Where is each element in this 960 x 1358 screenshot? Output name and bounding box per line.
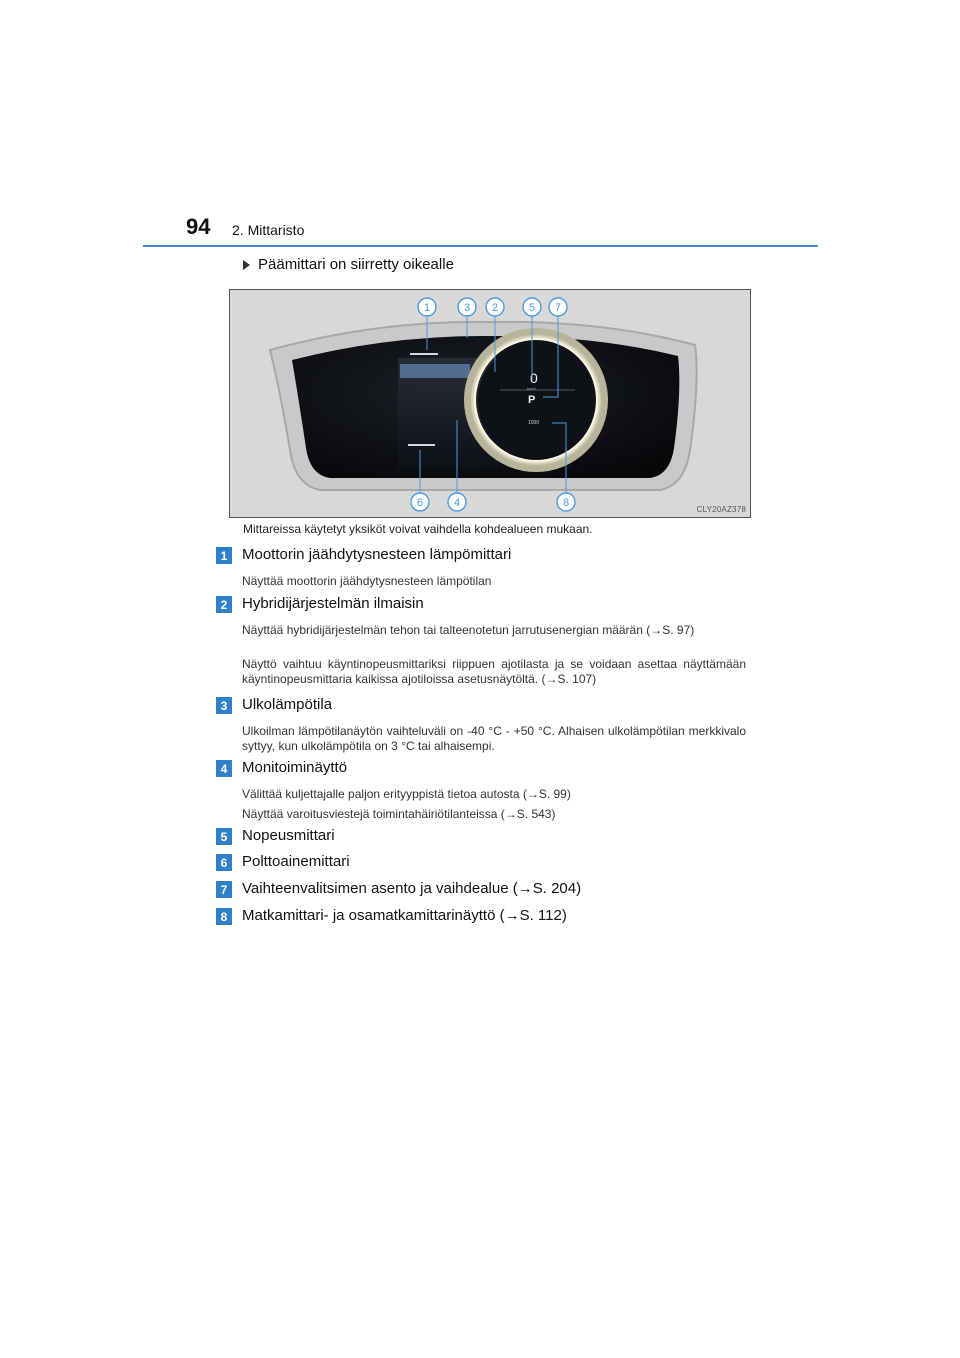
callout-2 <box>486 298 504 316</box>
item-title: Matkamittari- ja osamatkamittarinäyttö (→S. 112) <box>242 907 567 924</box>
item-number-badge: 7 <box>216 881 232 898</box>
figure-caption: Mittareissa käytetyt yksiköt voivat vaihdella kohdealueen mukaan. <box>243 522 593 536</box>
item-description: Näyttö vaihtuu käyntinopeusmittariksi riippuen ajotilasta ja se voidaan asettaa näyttämään käyntinopeusmittaria kaikissa ajotiloissa asetusnäytöltä. (→S. 107) <box>242 657 746 686</box>
gauge-gear: P <box>528 394 536 406</box>
instrument-cluster-figure <box>229 289 751 518</box>
item-title: Hybridijärjestelmän ilmaisin <box>242 595 424 612</box>
svg-text:2: 2 <box>491 302 499 314</box>
section-title: 2. Mittaristo <box>232 222 305 238</box>
item-number-badge: 3 <box>216 697 232 714</box>
svg-text:4: 4 <box>453 497 461 509</box>
svg-text:6: 6 <box>416 497 424 509</box>
gauge-odometer: 1000 <box>528 420 540 426</box>
gauge-speed: 0 <box>530 370 538 386</box>
item-description: Ulkoilman lämpötilanäytön vaihteluväli on -40 °C - +50 °C. Alhaisen ulkolämpötilan merkkivalo syttyy, kun ulkolämpötila on 3 °C tai alhaisempi. <box>242 724 746 753</box>
item-description: Näyttää varoitusviestejä toimintahäiriötilanteissa (→S. 543) <box>242 807 556 821</box>
callout-7 <box>549 298 567 316</box>
item-number-badge: 5 <box>216 828 232 845</box>
item-title: Moottorin jäähdytysnesteen lämpömittari <box>242 546 512 563</box>
item-description: Näyttää hybridijärjestelmän tehon tai talteenotetun jarrutusenergian määrän (→S. 97) <box>242 623 695 637</box>
item-title: Nopeusmittari <box>242 827 335 844</box>
item-number-badge: 6 <box>216 854 232 871</box>
callout-3 <box>458 298 476 316</box>
item-number-badge: 2 <box>216 596 232 613</box>
item-number-badge: 4 <box>216 760 232 777</box>
callout-6 <box>411 493 429 511</box>
svg-text:1: 1 <box>423 302 431 314</box>
mfd-icon-strip <box>400 364 470 378</box>
svg-text:5: 5 <box>528 302 536 314</box>
svg-text:7: 7 <box>554 302 562 314</box>
callout-8 <box>557 493 575 511</box>
subheading <box>243 256 454 273</box>
header-rule <box>143 245 818 247</box>
cluster-illustration <box>230 290 751 518</box>
item-title: Polttoainemittari <box>242 853 350 870</box>
callout-4 <box>448 493 466 511</box>
subheading-text: Päämittari on siirretty oikealle <box>258 256 454 273</box>
item-number-badge: 1 <box>216 547 232 564</box>
svg-text:3: 3 <box>463 302 471 314</box>
page-number: 94 <box>186 214 211 239</box>
figure-code: CLY20AZ378 <box>696 505 746 514</box>
item-title: Vaihteenvalitsimen asento ja vaihdealue (→S. 204) <box>242 880 582 897</box>
triangle-bullet-icon <box>243 260 250 270</box>
gauge-unit: km/h <box>527 386 536 391</box>
item-description: Välittää kuljettajalle paljon erityyppistä tietoa autosta (→S. 99) <box>242 787 571 801</box>
item-number-badge: 8 <box>216 908 232 925</box>
item-title: Ulkolämpötila <box>242 696 333 713</box>
svg-text:8: 8 <box>562 497 570 509</box>
item-description: Näyttää moottorin jäähdytysnesteen lämpötilan <box>242 574 492 588</box>
callout-1 <box>418 298 436 316</box>
callout-5 <box>523 298 541 316</box>
item-title: Monitoiminäyttö <box>242 759 348 776</box>
